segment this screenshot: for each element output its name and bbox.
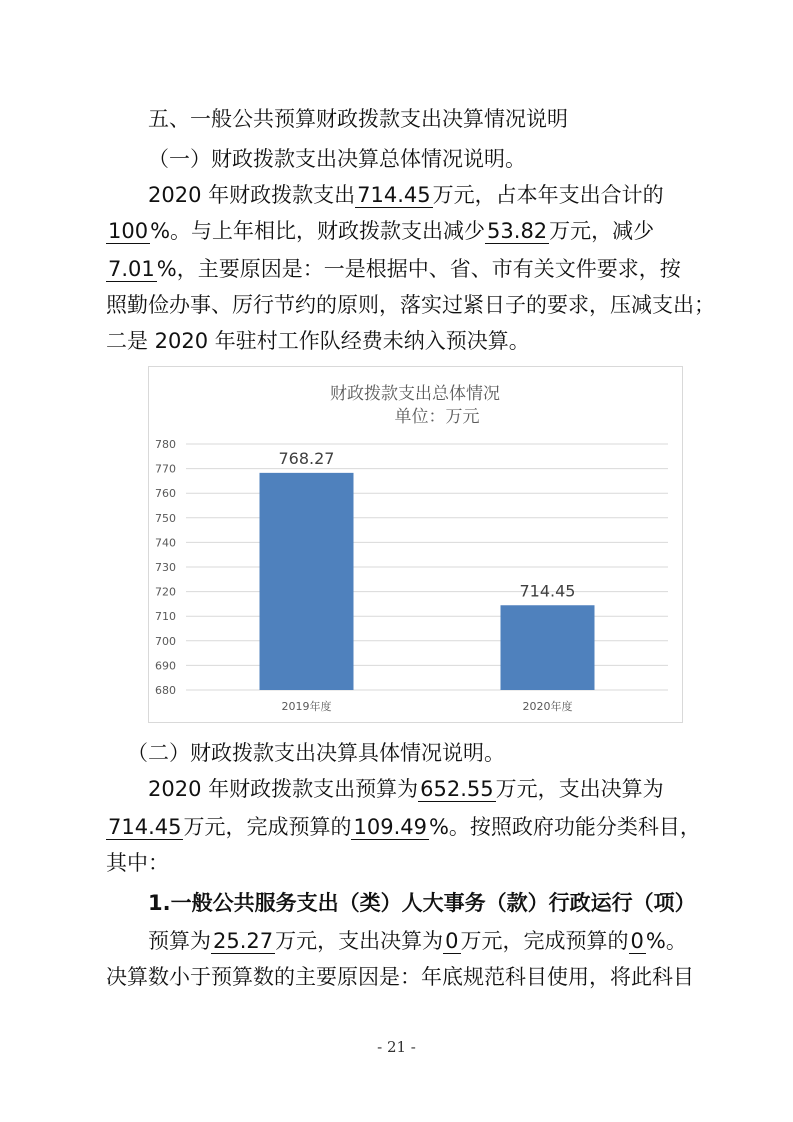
para1-line2	[106, 216, 654, 246]
y-tick-label: 740	[155, 536, 176, 550]
percent-decrease: 7.01	[108, 257, 155, 281]
subsection-2-heading: （二）财政拨款支出决算具体情况说明。	[127, 741, 505, 765]
data-label: 768.27	[278, 448, 335, 468]
text: %。与上年相比，财政拨款支出减少	[150, 219, 486, 243]
text: 万元，占本年支出合计的	[432, 183, 664, 207]
para2-line3: 其中：	[106, 851, 169, 875]
text: %。按照政府功能分类科目，	[428, 815, 701, 839]
para1-line1	[148, 180, 664, 210]
text: 万元，支出决算为	[275, 929, 444, 953]
percent-item-completion: 0	[630, 929, 644, 953]
chart-canvas	[149, 367, 682, 722]
para1-line5: 二是 2020 年驻村工作队经费未纳入预决算。	[106, 329, 530, 353]
page-number: - 21 -	[377, 1038, 416, 1056]
subsection-1-heading: （一）财政拨款支出决算总体情况说明。	[148, 147, 526, 171]
y-tick-label: 700	[155, 634, 176, 648]
text: 万元，支出决算为	[495, 777, 664, 801]
text: 万元，完成预算的	[460, 929, 629, 953]
y-tick-label: 720	[155, 585, 176, 599]
bar	[501, 605, 595, 690]
text: 万元，减少	[549, 219, 655, 243]
y-tick-label: 690	[155, 659, 176, 673]
x-tick-label: 2019年度	[281, 700, 332, 713]
para1-line3	[106, 254, 681, 284]
text: 2020 年财政拨款支出预算为	[148, 777, 419, 801]
para1-line4: 照勤俭办事、厉行节约的原则，落实过紧日子的要求，压减支出；	[106, 293, 715, 317]
chart-subtitle: 单位：万元	[394, 407, 480, 427]
y-tick-label: 680	[155, 684, 176, 697]
item1-heading: 1.一般公共服务支出（类）人大事务（款）行政运行（项）	[148, 891, 696, 915]
y-tick-label: 780	[155, 438, 176, 451]
amount-decrease: 53.82	[487, 219, 548, 243]
x-axis-ticks	[282, 699, 573, 713]
bar-chart	[148, 366, 683, 723]
para3-line1	[148, 926, 687, 956]
text: 万元，完成预算的	[183, 815, 352, 839]
para2-line1	[148, 774, 664, 804]
amount-item-actual: 0	[445, 929, 459, 953]
y-tick-label: 760	[155, 487, 176, 501]
text: %，主要原因是：一是根据中、省、市有关文件要求，按	[156, 257, 681, 281]
percent-share: 100	[108, 219, 149, 243]
y-axis-ticks	[155, 438, 176, 697]
para2-line2	[106, 812, 701, 842]
gridlines	[186, 444, 668, 690]
bar	[260, 473, 354, 690]
amount-budget: 652.55	[420, 777, 494, 801]
y-tick-label: 710	[155, 610, 176, 624]
text: %。	[645, 929, 687, 953]
y-tick-label: 750	[155, 511, 176, 525]
x-tick-label: 2020年度	[522, 700, 573, 713]
data-label: 714.45	[519, 581, 576, 601]
percent-completion: 109.49	[353, 815, 427, 839]
y-tick-label: 730	[155, 561, 176, 574]
text: 2020 年财政拨款支出	[148, 183, 356, 207]
amount-actual: 714.45	[108, 815, 182, 839]
chart-title: 财政拨款支出总体情况	[330, 384, 500, 404]
section-heading: 五、一般公共预算财政拨款支出决算情况说明	[148, 107, 568, 131]
amount-item-budget: 25.27	[213, 929, 274, 953]
text: 预算为	[148, 929, 211, 953]
y-tick-label: 770	[155, 462, 176, 476]
para3-line2: 决算数小于预算数的主要原因是：年底规范科目使用，将此科目	[106, 965, 694, 989]
amount-total: 714.45	[357, 183, 431, 207]
